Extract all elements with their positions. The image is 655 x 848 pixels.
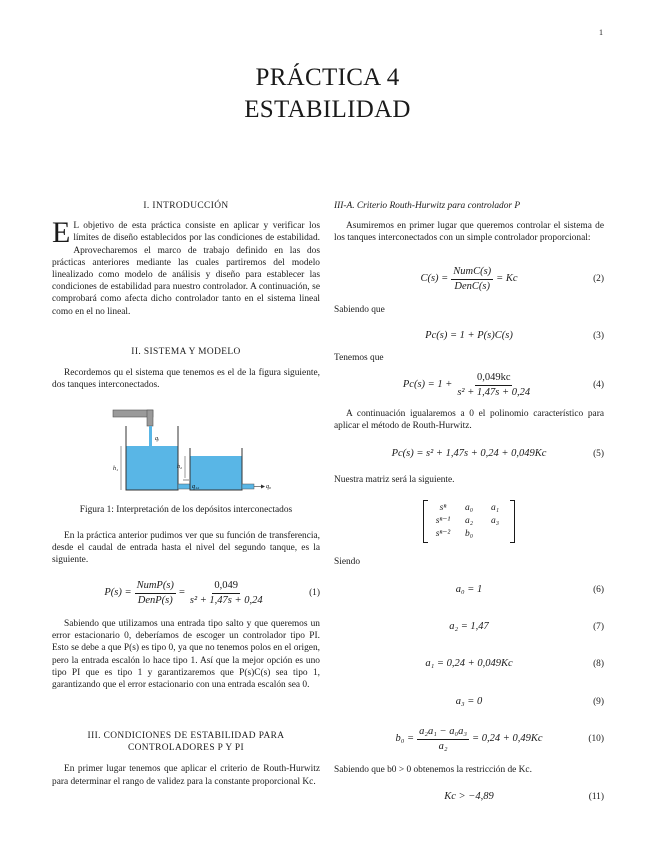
- matrix-cell: b₀: [464, 529, 474, 540]
- eq8-number: (8): [593, 659, 604, 669]
- intro-text: L objetivo de esta práctica consiste en aplicar y verificar los límites de diseño establecidos por las condiciones de estabilidad. Aprovecharemos el marco de trabajo definido en las dos prácticas anteriores mediante las cuales partiremos del modelo linealizado como modelo de análisis y diseño para establecer las condiciones de estabilidad para nuestro controlador. A continuación, se comprobará como afecta dicho controlador tanto en el sistema lineal como en el no lineal.: [52, 221, 320, 317]
- right-text-4-block: [334, 408, 604, 432]
- label-q12: q₁₂: [192, 484, 200, 490]
- eq4-num: 0,049kc: [475, 372, 513, 386]
- subsection-heading: III-A. Criterio Routh-Hurwitz para controlador P: [334, 201, 521, 211]
- title-line-2: ESTABILIDAD: [244, 96, 411, 123]
- right-text-4: A continuación igualaremos a 0 el polinomio característico para aplicar el método de Routh-Hurwitz.: [334, 409, 604, 432]
- title-line-1: PRÁCTICA 4: [255, 64, 400, 91]
- eq1-frac-2: [188, 580, 265, 607]
- right-text-2: Sabiendo que: [334, 305, 385, 315]
- routh-matrix-wrap: [334, 500, 604, 543]
- outflow-pipe: [242, 484, 254, 489]
- equation-2: [334, 266, 604, 293]
- matrix-cell: a₀: [464, 503, 474, 513]
- matrix-cell: sⁿ: [439, 503, 447, 513]
- section-2-text-2-block: [52, 530, 320, 567]
- section-2-text: Recordemos qu el sistema que tenemos es el de la figura siguiente, dos tanques interconectados.: [52, 368, 320, 391]
- eq11-expr: Kc > −4,89: [444, 791, 494, 802]
- paper-title: [0, 62, 655, 126]
- section-2: [52, 346, 320, 392]
- tanks-figure: [95, 408, 275, 500]
- right-text-5: Nuestra matriz será la siguiente.: [334, 475, 455, 485]
- section-3-heading-1: III. CONDICIONES DE ESTABILIDAD PARA: [87, 731, 285, 741]
- eq10-rhs: = 0,24 + 0,49Kc: [472, 733, 543, 745]
- section-2-text-2: En la práctica anterior pudimos ver que su función de transferencia, desde el caudal de entrada hasta el nivel del segundo tanque, es la siguiente.: [52, 531, 320, 566]
- matrix-cell: sⁿ⁻²: [435, 529, 451, 540]
- eq1-num-1: NumP(s): [135, 580, 176, 594]
- right-text-7: Sabiendo que b0 > 0 obtenemos la restricción de Kc.: [334, 765, 532, 775]
- eq6-expr: a₀ = 1: [455, 584, 483, 595]
- equation-6: [334, 584, 604, 596]
- eq5-number: (5): [593, 449, 604, 459]
- eq3-number: (3): [593, 331, 604, 341]
- label-h1: h₁: [113, 466, 119, 472]
- right-text-6: Siendo: [334, 557, 361, 567]
- intro-paragraph: [52, 216, 320, 318]
- equation-7: [334, 621, 604, 633]
- eq1-number: (1): [309, 588, 320, 599]
- section-2-text-3-block: [52, 618, 320, 691]
- eq10-den: a₂: [438, 741, 448, 752]
- eq2-frac: [451, 266, 493, 293]
- eq7-expr: a₂ = 1,47: [449, 621, 489, 632]
- eq1-num-2: 0,049: [212, 580, 240, 594]
- eq2-number: (2): [593, 274, 604, 285]
- right-column: [334, 200, 604, 245]
- label-q0: q₀: [266, 484, 272, 490]
- eq2-den: DenC(s): [454, 281, 490, 292]
- eq10-frac: [417, 726, 469, 753]
- matrix-cell: [482, 528, 508, 540]
- eq2-lhs: C(s) =: [420, 273, 449, 285]
- eq1-frac-1: [135, 580, 176, 607]
- routh-matrix: [423, 500, 515, 543]
- section-3-text: En primer lugar tenemos que aplicar el criterio de Routh-Hurwitz para determinar el rango de validez para la constante proporcional Kc.: [52, 764, 320, 787]
- eq10-lhs: b₀ =: [395, 733, 415, 745]
- left-column: [52, 200, 320, 318]
- eq9-number: (9): [593, 697, 604, 707]
- eq10-num: a₂a₁ − a₀a₃: [417, 726, 469, 740]
- eq1-lhs: P(s) =: [104, 587, 132, 599]
- eq4-frac: [455, 372, 532, 399]
- tank-1-water: [126, 446, 178, 490]
- matrix-cell: sⁿ⁻¹: [435, 516, 451, 527]
- equation-9: [334, 696, 604, 708]
- equation-3: [334, 330, 604, 342]
- eq2-num: NumC(s): [451, 266, 493, 280]
- eq4-lhs: Pc(s) = 1 +: [402, 379, 453, 391]
- label-qi: qᵢ: [155, 436, 159, 442]
- section-3: [52, 730, 320, 788]
- equation-1: P(s) = $\frac{\text{NumP(s)}}{\text{DenP(s)}}$ = $\frac{0,049}{\text{s² + 1,47s + 0,24}}$ (1): [104, 580, 320, 606]
- section-1-heading: I. INTRODUCCIÓN: [143, 201, 229, 211]
- eq11-number: (11): [588, 792, 604, 802]
- equation-11: [334, 791, 604, 803]
- right-text-1: Asumiremos en primer lugar que queremos controlar el sistema de los tanques interconectados con un simple controlador proporcional:: [334, 221, 604, 244]
- eq5-expr: Pc(s) = s² + 1,47s + 0,24 + 0,049Kc: [391, 448, 547, 459]
- connection-pipe: [178, 484, 190, 489]
- section-2-text-3: Sabiendo que utilizamos una entrada tipo salto y que queremos un error estacionario 0, deberíamos de escoger un controlador tipo PI. Esto se debe a que P(s) es tipo 0, ya que no tenemos polos en el origen, pero la entrada escalón lo hace tipo 1. Así que la mejor opción es uno tipo PI que es tipo 1 y garantizaremos que P(s)C(s) sea tipo 1, garantizando que el error estacionario con una entrada escalón sea 0.: [52, 619, 320, 691]
- eq7-number: (7): [593, 622, 604, 632]
- matrix-cell: a₃: [490, 516, 500, 527]
- eq4-den: s² + 1,47s + 0,24: [457, 387, 531, 398]
- eq6-number: (6): [593, 585, 604, 595]
- eq2-rhs: = Kc: [496, 273, 518, 285]
- inflow-pipe-elbow: [147, 410, 153, 426]
- matrix-cell: a₁: [490, 503, 500, 513]
- equation-10: [334, 726, 604, 753]
- outflow-arrowhead: [261, 485, 265, 489]
- equation-5: [334, 448, 604, 460]
- eq9-expr: a₃ = 0: [455, 696, 483, 707]
- eq10-number: (10): [588, 734, 604, 745]
- eq3-expr: Pc(s) = 1 + P(s)C(s): [425, 330, 513, 341]
- section-3-heading-2: CONTROLADORES P Y PI: [127, 743, 245, 754]
- matrix-cell: a₂: [464, 516, 474, 527]
- eq8-expr: a₁ = 0,24 + 0,049Kc: [425, 658, 513, 669]
- right-text-3: Tenemos que: [334, 353, 384, 363]
- equation-8: [334, 658, 604, 670]
- section-2-heading: II. SISTEMA Y MODELO: [131, 347, 241, 357]
- eq4-number: (4): [593, 380, 604, 391]
- page-number: 1: [599, 28, 603, 37]
- drop-cap: E: [52, 216, 71, 250]
- label-h2: h₂: [177, 464, 183, 470]
- eq1-den-2: s² + 1,47s + 0,24: [189, 595, 263, 606]
- eq1-den-1: DenP(s): [137, 595, 173, 606]
- equation-4: [334, 372, 604, 399]
- figure-caption: Figura 1: Interpretación de los depósitos interconectados: [79, 505, 293, 515]
